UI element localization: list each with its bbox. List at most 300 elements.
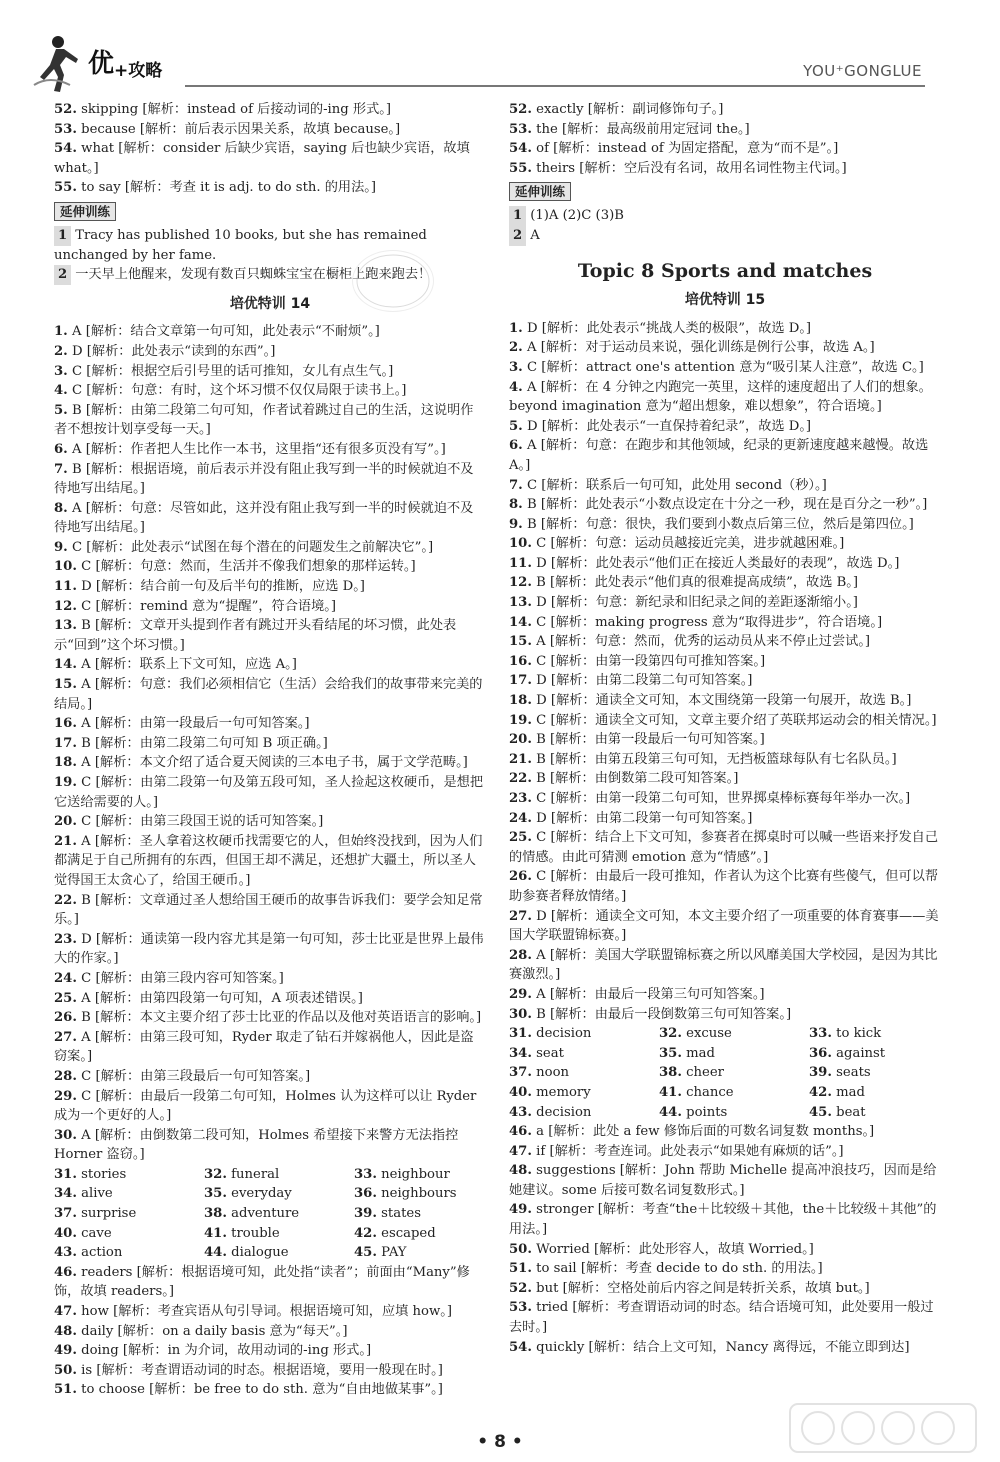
answer-entry	[54, 1302, 486, 1322]
answer-text: C [解析：由第一段第四句可推知答案。]	[536, 653, 766, 669]
grid-cell	[354, 1184, 486, 1204]
answer-entry	[54, 1028, 486, 1067]
answer-text: if [解析：考查连词。此处表示“如果她有麻烦的话”。]	[536, 1143, 844, 1159]
answer-number: 31.	[54, 1166, 77, 1182]
answer-text: B [解析：由第二段第二句可知，作者试着跳过自己的生活，这说明作者不想按计划享受每一天。]	[54, 402, 474, 438]
grid-cell	[659, 1063, 809, 1083]
stamp-mark	[352, 250, 434, 312]
answer-number: 48.	[509, 1163, 532, 1179]
answer-text: seats	[836, 1065, 871, 1081]
answer-text: C [解析：由最后一段第二句可知，Holmes 认为这样可以让 Ryder 成为一个更好的人。]	[54, 1088, 477, 1124]
answer-text: C [解析：此处表示“试图在每个潜在的问题发生之前解决它”。]	[71, 539, 434, 555]
answer-number: 41.	[204, 1225, 227, 1241]
answer-text: mad	[686, 1045, 715, 1061]
answer-number: 28.	[54, 1068, 77, 1084]
answer-text: cheer	[686, 1065, 724, 1081]
answer-text: A [解析：作者把人生比作一本书，这里指“还有很多页没有写”。]	[71, 441, 446, 457]
answer-entry	[54, 734, 486, 754]
grid-cell	[204, 1165, 354, 1185]
answer-number: 1.	[509, 320, 523, 336]
answer-text: alive	[81, 1186, 113, 1202]
answer-number: 48.	[54, 1323, 77, 1339]
answer-number: 32.	[659, 1026, 682, 1042]
answer-entry	[509, 809, 941, 829]
answer-entry	[54, 1380, 486, 1400]
answer-text: C [解析：通读全文可知，文章主要介绍了英联邦运动会的相关情况。]	[536, 712, 937, 728]
header-brand-romanized: YOU⁺GONGLUE	[803, 62, 922, 80]
answer-number: 27.	[54, 1029, 77, 1045]
answer-text: C [解析：attract one's attention 意为“吸引某人注意”，故选 C。]	[526, 359, 924, 375]
answer-text: B [解析：文章通过圣人想给国王硬币的故事告诉我们：要学会知足常乐。]	[54, 892, 483, 928]
answer-text: the [解析：最高级前用定冠词 the。]	[536, 121, 750, 137]
answer-number: 24.	[509, 810, 532, 826]
answer-text: D [解析：此处表示“挑战人类的极限”，故选 D。]	[526, 320, 812, 336]
grid-cell	[809, 1063, 941, 1083]
answer-text: C [解析：结合上下文可知，参赛者在掷桌时可以喊一些语来抒发自己的情感。由此可猜测 emotion 意为“情感”。]	[509, 830, 939, 865]
answer-text: C [解析：remind 意为“提醒”，符合语境。]	[81, 598, 337, 614]
answer-entry	[54, 1322, 486, 1342]
answer-text: quickly [解析：结合上文可知，Nancy 离得远，不能立即到达]	[536, 1339, 910, 1355]
answer-number: 20.	[509, 732, 532, 748]
grid-cell	[809, 1103, 941, 1123]
answer-text: A [解析：美国大学联盟锦标赛之所以风靡美国大学校园，是因为其比赛激烈。]	[509, 947, 938, 983]
answer-text: A [解析：由最后一段第三句可知答案。]	[536, 986, 765, 1002]
answer-number: 49.	[509, 1202, 532, 1218]
answer-entry	[54, 1263, 486, 1302]
answer-text: A [解析：圣人拿着这枚硬币找需要它的人，但始终没找到，因为人们都满足于自己所拥有的东西，但国王却不满足，还想扩大疆土，所以圣人觉得国王太贪心了，给国王硬币。]	[54, 833, 483, 888]
answer-entry	[54, 100, 486, 120]
topic-title: Topic 8 Sports and matches	[577, 259, 873, 282]
answer-entry	[509, 1259, 941, 1279]
answer-number: 7.	[54, 461, 68, 477]
answer-entry	[54, 891, 486, 930]
extension-item-text: A	[530, 227, 540, 243]
answer-number: 53.	[54, 121, 77, 137]
answer-entry	[509, 691, 941, 711]
answer-text: D [解析：结合前一句及后半句的推断，应选 D。]	[81, 579, 365, 595]
answer-entry	[509, 789, 941, 809]
answer-number: 55.	[54, 180, 77, 196]
answer-entry	[509, 671, 941, 691]
answer-number: 34.	[509, 1045, 532, 1061]
answer-text: decision	[536, 1026, 592, 1042]
answer-entry	[509, 632, 941, 652]
extension-item	[509, 226, 941, 246]
answer-number: 50.	[509, 1241, 532, 1257]
extension-item-text: Tracy has published 10 books, but she has remained unchanged by her fame.	[54, 227, 427, 263]
answer-number: 46.	[54, 1264, 77, 1280]
answer-entry	[509, 358, 941, 378]
answer-number: 38.	[659, 1065, 682, 1081]
answer-number: 45.	[354, 1245, 377, 1261]
answer-entry	[54, 812, 486, 832]
answer-text: D [解析：由第二段第二句可知答案。]	[536, 673, 753, 689]
answer-number: 15.	[509, 634, 532, 650]
grid-cell	[809, 1024, 941, 1044]
answer-text: cave	[81, 1225, 112, 1241]
answer-number: 43.	[509, 1104, 532, 1120]
grid-cell	[809, 1044, 941, 1064]
answer-number: 38.	[204, 1206, 227, 1222]
answer-text: memory	[536, 1084, 591, 1100]
answer-entry	[54, 930, 486, 969]
answer-text: tried [解析：考查谓语动词的时态。结合语境可知，此处要用一般过去时。]	[509, 1300, 934, 1336]
answer-number: 39.	[354, 1206, 377, 1222]
answer-text: everyday	[231, 1186, 292, 1202]
answer-number: 8.	[54, 500, 68, 516]
answer-entry	[509, 769, 941, 789]
answer-text: stronger [解析：考查“the＋比较级＋其他，the＋比较级＋其他”的用法。]	[509, 1202, 937, 1238]
answer-entry	[54, 655, 486, 675]
answer-entry	[509, 1240, 941, 1260]
grid-cell	[659, 1083, 809, 1103]
answer-number: 50.	[54, 1362, 77, 1378]
answer-number: 30.	[54, 1127, 77, 1143]
answer-entry	[509, 319, 941, 339]
answer-number: 55.	[509, 160, 532, 176]
logo-text: 优+攻略	[88, 49, 163, 81]
answer-entry	[509, 159, 941, 179]
answer-entry	[54, 1087, 486, 1126]
answer-number: 40.	[509, 1084, 532, 1100]
answer-number: 11.	[54, 579, 77, 595]
answer-text: states	[381, 1206, 421, 1222]
answer-number: 52.	[509, 1280, 532, 1296]
answer-entry	[509, 476, 941, 496]
grid-cell	[809, 1083, 941, 1103]
answer-text: A [解析：句意：然而，优秀的运动员从来不停止过尝试。]	[536, 634, 871, 650]
answer-text: a [解析：此处 a few 修饰后面的可数名词复数 months。]	[536, 1124, 875, 1140]
answer-text: C [解析：句意：然而，生活并不像我们想象的那样运转。]	[81, 559, 416, 575]
answer-text: suggestions [解析：John 帮助 Michelle 提高冲浪技巧，因而是给她建议。some 后接可数名词复数形式。]	[509, 1163, 937, 1198]
answer-text: B [解析：本文主要介绍了莎士比亚的作品以及他对英语语言的影响。]	[81, 1010, 482, 1026]
answer-entry	[54, 773, 486, 812]
answer-entry	[54, 1067, 486, 1087]
answer-entry	[54, 675, 486, 714]
right-column	[509, 100, 941, 1357]
answer-number: 5.	[509, 418, 523, 434]
answer-text: readers [解析：根据语境可知，此处指“读者”；前面由“Many”修饰，故填 readers。]	[54, 1264, 470, 1300]
grid-cell	[509, 1063, 659, 1083]
answer-number: 36.	[809, 1045, 832, 1061]
answer-entry	[509, 515, 941, 535]
extension-item-number: 1	[54, 226, 71, 246]
answer-number: 18.	[54, 755, 77, 771]
answer-number: 4.	[509, 379, 523, 395]
page-header	[0, 0, 1000, 100]
answer-text: surprise	[81, 1206, 137, 1222]
answer-text: PAY	[381, 1245, 407, 1261]
grid-cell	[509, 1044, 659, 1064]
answer-number: 33.	[809, 1026, 832, 1042]
answer-entry	[509, 730, 941, 750]
answer-text: mad	[836, 1084, 865, 1100]
answer-number: 20.	[54, 814, 77, 830]
answer-text: D [解析：此处表示“他们正在接近人类最好的表现”，故选 D。]	[536, 555, 900, 571]
grid-cell	[509, 1103, 659, 1123]
answer-text: A [解析：句意：我们必须相信它（生活）会给我们的故事带来完美的结局。]	[54, 677, 483, 712]
answer-text: exactly [解析：副词修饰句子。]	[536, 102, 724, 117]
answer-text: B [解析：由第一段最后一句可知答案。]	[536, 732, 765, 748]
answer-text: C [解析：making progress 意为“取得进步”，符合语境。]	[536, 614, 883, 630]
answer-text: chance	[686, 1084, 734, 1100]
answer-entry	[509, 100, 941, 120]
answer-entry	[509, 652, 941, 672]
answer-number: 37.	[54, 1206, 77, 1222]
answer-number: 11.	[509, 555, 532, 571]
answer-text: how [解析：考查宾语从句引导词。根据语境可知，应填 how。]	[81, 1304, 452, 1320]
word-answer-grid	[54, 1165, 486, 1263]
answer-text: but [解析：空格处前后内容之间是转折关系，故填 but。]	[536, 1280, 870, 1296]
answer-text: C [解析：由第三段内容可知答案。]	[81, 970, 284, 986]
answer-number: 47.	[54, 1304, 77, 1320]
section-title: 培优特训 15	[684, 292, 766, 309]
answer-entry	[509, 120, 941, 140]
answer-entry	[509, 436, 941, 475]
answer-number: 6.	[509, 438, 523, 454]
answer-entry	[54, 120, 486, 140]
grid-cell	[354, 1204, 486, 1224]
answer-number: 24.	[54, 970, 77, 986]
answer-text: neighbour	[381, 1166, 450, 1182]
answer-text: B [解析：此处表示“小数点设定在十分之一秒，现在是百分之一秒”。]	[526, 497, 928, 513]
answer-text: daily [解析：on a daily basis 意为“每天”。]	[81, 1323, 348, 1339]
answer-text: A [解析：由倒数第二段可知，Holmes 希望接下来警方无法指控 Horner 盗窃。]	[54, 1127, 459, 1163]
answer-text: D [解析：此处表示“读到的东西”。]	[71, 343, 276, 359]
answer-entry	[509, 1161, 941, 1200]
answer-number: 14.	[54, 657, 77, 673]
answer-number: 10.	[54, 559, 77, 575]
extension-training-label: 延伸训练	[54, 202, 116, 221]
extension-item-text: (1)A (2)C (3)B	[530, 208, 624, 224]
answer-number: 22.	[509, 771, 532, 787]
answer-entry	[54, 557, 486, 577]
answer-entry	[54, 989, 486, 1009]
answer-number: 53.	[509, 121, 532, 137]
answer-number: 42.	[354, 1225, 377, 1241]
answer-number: 23.	[54, 931, 77, 947]
answer-text: what [解析：consider 后缺少宾语，saying 后也缺少宾语，故填 what。]	[54, 141, 470, 176]
answer-text: is [解析：考查谓语动词的时态。根据语境，要用一般现在时。]	[81, 1362, 443, 1378]
answer-text: to choose [解析：be free to do sth. 意为“自由地做某事”。]	[81, 1382, 443, 1398]
answer-text: action	[81, 1245, 123, 1261]
answer-entry	[509, 1005, 941, 1025]
grid-cell	[659, 1103, 809, 1123]
answer-text: C [解析：根据空后引号里的话可推知，女儿有点生气。]	[71, 363, 394, 379]
answer-text: C [解析：由最后一段可推知，作者认为这个比赛有些傻气，但可以帮助参赛者释放情绪。]	[509, 869, 939, 904]
answer-text: A [解析：由第三段可知，Ryder 取走了钻石并嫁祸他人，因此是盗窃案。]	[54, 1029, 474, 1065]
grid-cell	[54, 1224, 204, 1244]
answer-text: B [解析：此处表示“他们真的很难提高成绩”，故选 B。]	[536, 575, 859, 591]
extension-item-number: 1	[509, 206, 526, 226]
answer-text: A [解析：对于运动员来说，强化训练是例行公事，故选 A。]	[526, 340, 875, 356]
answer-text: B [解析：由第五段第三句可知，无挡板篮球每队有七名队员。]	[536, 751, 897, 767]
answer-text: D [解析：句意：新纪录和旧纪录之间的差距逐渐缩小。]	[536, 595, 858, 611]
answer-number: 29.	[54, 1088, 77, 1104]
answer-entry	[54, 460, 486, 499]
answer-number: 5.	[54, 402, 68, 418]
answer-number: 49.	[54, 1343, 77, 1359]
answer-number: 21.	[509, 751, 532, 767]
answer-text: C [解析：由第二段第一句及第五段可知，圣人捡起这枚硬币，是想把它送给需要的人。]	[54, 775, 484, 810]
answer-entry	[54, 362, 486, 382]
answer-number: 41.	[659, 1084, 682, 1100]
answer-text: C [解析：由第三段最后一句可知答案。]	[81, 1068, 311, 1084]
answer-number: 30.	[509, 1006, 532, 1022]
answer-entry	[509, 534, 941, 554]
grid-cell	[204, 1204, 354, 1224]
answer-text: to say [解析：考查 it is adj. to do sth. 的用法。]	[81, 180, 377, 196]
answer-text: D [解析：由第二段第一句可知答案。]	[536, 810, 753, 826]
answer-number: 9.	[509, 516, 523, 532]
answer-number: 9.	[54, 539, 68, 555]
answer-entry	[509, 750, 941, 770]
answer-entry	[509, 1338, 941, 1358]
grid-cell	[659, 1024, 809, 1044]
answer-text: to kick	[836, 1026, 882, 1042]
answer-entry	[54, 753, 486, 773]
answer-text: A [解析：由第四段第一句可知，A 项表述错误。]	[81, 990, 363, 1006]
grid-cell	[509, 1024, 659, 1044]
answer-number: 39.	[809, 1065, 832, 1081]
answer-entry	[54, 714, 486, 734]
answer-number: 16.	[509, 653, 532, 669]
answer-number: 4.	[54, 383, 68, 399]
answer-number: 2.	[54, 343, 68, 359]
answer-text: C [解析：联系后一句可知，此处用 second（秒）。]	[526, 477, 827, 493]
answer-text: B [解析：由最后一段倒数第三句可知答案。]	[536, 1006, 792, 1022]
answer-number: 27.	[509, 908, 532, 924]
answer-text: C [解析：句意：运动员越接近完美，进步就越困难。]	[536, 536, 845, 552]
extension-training-label: 延伸训练	[509, 182, 571, 201]
grid-cell	[54, 1165, 204, 1185]
answer-entry	[509, 1279, 941, 1299]
answer-number: 45.	[809, 1104, 832, 1120]
answer-number: 54.	[509, 1339, 532, 1355]
answer-text: B [解析：句意：很快，我们要到小数点后第三位，然后是第四位。]	[526, 516, 914, 532]
grid-cell	[354, 1224, 486, 1244]
answer-entry	[54, 1361, 486, 1381]
answer-text: beat	[836, 1104, 866, 1120]
answer-entry	[509, 907, 941, 946]
answer-entry	[54, 597, 486, 617]
grid-cell	[204, 1243, 354, 1263]
answer-text: adventure	[231, 1206, 300, 1222]
answer-text: D [解析：此处表示“一直保持着纪录”，故选 D。]	[526, 418, 812, 434]
answer-entry	[509, 613, 941, 633]
runner-icon	[30, 35, 86, 93]
answer-number: 52.	[54, 102, 77, 117]
extension-item	[509, 206, 941, 226]
answer-number: 52.	[509, 102, 532, 117]
answer-entry	[509, 946, 941, 985]
answer-entry	[54, 577, 486, 597]
answer-text: D [解析：通读全文可知，本文围绕第一段第一句展开，故选 B。]	[536, 693, 912, 709]
answer-entry	[509, 1122, 941, 1142]
answer-number: 12.	[54, 598, 77, 614]
answer-number: 1.	[54, 324, 68, 340]
grid-cell	[204, 1184, 354, 1204]
answer-entry	[54, 499, 486, 538]
grid-cell	[354, 1243, 486, 1263]
answer-number: 18.	[509, 693, 532, 709]
answer-entry	[54, 1341, 486, 1361]
answer-text: seat	[536, 1045, 564, 1061]
answer-text: against	[836, 1045, 886, 1061]
answer-text: C [解析：由第一段第二句可知，世界掷桌棒标赛每年举办一次。]	[536, 791, 911, 806]
extension-item-number: 2	[509, 226, 526, 246]
answer-text: decision	[536, 1104, 592, 1120]
answer-text: doing [解析：in 为介词，故用动词的-ing 形式。]	[81, 1343, 372, 1359]
answer-entry	[509, 554, 941, 574]
answer-number: 12.	[509, 575, 532, 591]
answer-number: 13.	[509, 595, 532, 611]
answer-entry	[54, 401, 486, 440]
answer-number: 13.	[54, 618, 77, 634]
answer-entry	[54, 969, 486, 989]
answer-entry	[509, 1142, 941, 1162]
answer-entry	[509, 985, 941, 1005]
answer-text: B [解析：文章开头提到作者有跳过开头看结尾的坏习惯，此处表示“回到”这个坏习惯。]	[54, 618, 457, 653]
grid-cell	[204, 1224, 354, 1244]
answer-entry	[54, 616, 486, 655]
answer-number: 16.	[54, 716, 77, 732]
answer-number: 47.	[509, 1143, 532, 1159]
answer-number: 29.	[509, 986, 532, 1002]
answer-number: 26.	[509, 869, 532, 885]
answer-number: 23.	[509, 791, 532, 806]
answer-number: 44.	[659, 1104, 682, 1120]
header-divider	[185, 85, 925, 87]
answer-text: A [解析：本文介绍了适合夏天阅读的三本电子书，属于文学范畴。]	[81, 755, 468, 771]
answer-text: points	[686, 1104, 728, 1120]
answer-number: 22.	[54, 892, 77, 908]
answer-entry	[509, 1200, 941, 1239]
answer-text: B [解析：由第二段第二句可知 B 项正确。]	[81, 735, 328, 751]
answer-number: 35.	[659, 1045, 682, 1061]
answer-entry	[509, 139, 941, 159]
answer-text: B [解析：由倒数第二段可知答案。]	[536, 771, 739, 787]
answer-text: trouble	[231, 1225, 280, 1241]
answer-number: 21.	[54, 833, 77, 849]
answer-number: 26.	[54, 1010, 77, 1026]
answer-number: 31.	[509, 1026, 532, 1042]
answer-entry	[54, 832, 486, 891]
answer-text: C [解析：句意：有时，这个坏习惯不仅仅局限于读书上。]	[71, 383, 407, 399]
answer-number: 17.	[54, 735, 77, 751]
answer-number: 3.	[509, 359, 523, 375]
answer-text: noon	[536, 1065, 570, 1081]
answer-text: A [解析：结合文章第一句可知，此处表示“不耐烦”。]	[71, 324, 380, 340]
answer-number: 37.	[509, 1065, 532, 1081]
answer-entry	[54, 538, 486, 558]
extension-item-text: 一天早上他醒来，发现有数百只蜘蛛宝宝在橱柜上跑来跑去！	[75, 267, 432, 283]
answer-text: funeral	[231, 1166, 280, 1182]
answer-entry	[54, 342, 486, 362]
answer-number: 19.	[54, 775, 77, 790]
answer-text: skipping [解析：instead of 后接动词的-ing 形式。]	[81, 102, 392, 117]
answer-text: theirs [解析：空后没有名词，故用名词性物主代词。]	[536, 160, 847, 176]
answer-number: 42.	[809, 1084, 832, 1100]
grid-cell	[509, 1083, 659, 1103]
answer-entry	[54, 1008, 486, 1028]
answer-text: of [解析：instead of 为固定搭配，意为“而不是”。]	[536, 141, 839, 157]
answer-text: C [解析：由第三段国王说的话可知答案。]	[81, 814, 324, 830]
answer-number: 19.	[509, 712, 532, 728]
answer-text: D [解析：通读第一段内容尤其是第一句可知，莎士比亚是世界上最伟大的作家。]	[54, 931, 484, 967]
answer-text: escaped	[381, 1225, 436, 1241]
answer-number: 51.	[54, 1382, 77, 1398]
